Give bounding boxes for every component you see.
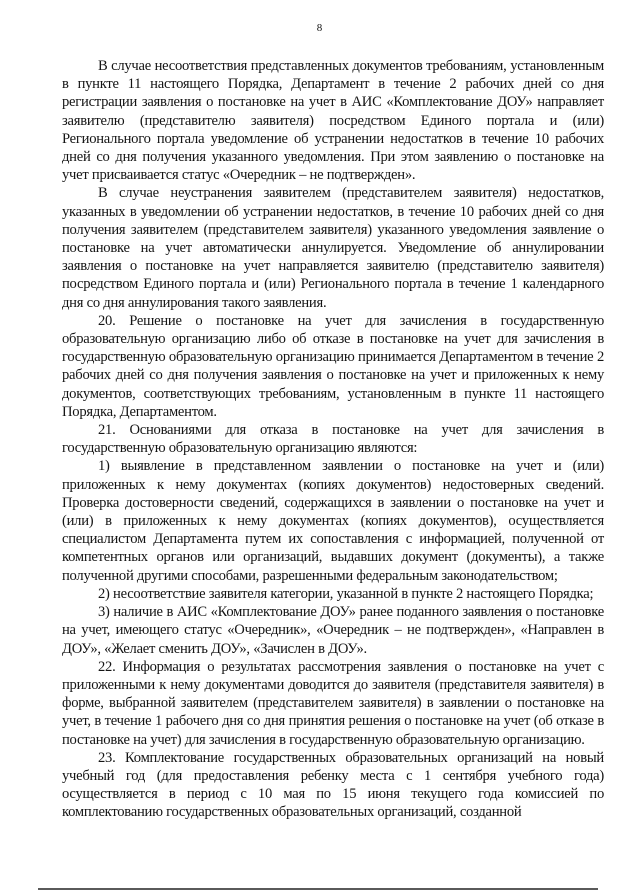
paragraph-item-20: 20. Решение о постановке на учет для зачисления в государственную образовательную организацию либо об отказе в постановке на учет для зачисления в государственную образовательную организацию принимается Департаментом в течение 2 рабочих дней со дня получения заявления о постановке на учет и приложенных к нему документов, соответствующих требованиям, установленным в пункте 11 настоящего Порядка, Департаментом. — [62, 312, 604, 420]
paragraph-item-22: 22. Информация о результатах рассмотрения заявления о постановке на учет с приложенными к нему документами доводится до заявителя (представителя заявителя) в форме, выбранной заявителем (представителем заявителя) в заявлении о постановке на учет, в течение 1 рабочего дня со дня принятия решения о постановке на учет (об отказе в постановке на учет) для зачисления в государственную образовательную организацию. — [62, 658, 604, 748]
paragraph-item-23: 23. Комплектование государственных образовательных организаций на новый учебный год (для предоставления ребенку места с 1 сентября учебного года) осуществляется в период с 10 мая по 15 июня текущего года комиссией по комплектованию государственных образовательных организаций, созданной — [62, 749, 604, 821]
paragraph-reason-3: 3) наличие в АИС «Комплектование ДОУ» ранее поданного заявления о постановке на учет, имеющего статус «Очередник», «Очередник – не подтвержден», «Направлен в ДОУ», «Желает сменить ДОУ», «Зачислен в ДОУ». — [62, 604, 604, 657]
paragraph-reason-1: 1) выявление в представленном заявлении о постановке на учет и (или) приложенных к нему документах (копиях документов) недостоверных сведений. Проверка достоверности сведений, содержащихся в заявлении о постановке на учет и (или) в приложенных к нему документах (копиях документов), осуществляется специалистом Департамента путем их сопоставления с информацией, полученной от компетентных органов или организаций, выдавших документ (документы), а также полученной другими способами, разрешенными федеральным законодательством; — [62, 458, 604, 584]
paragraph-reason-2: 2) несоответствие заявителя категории, указанной в пункте 2 настоящего Порядка; — [98, 585, 594, 602]
paragraph-mismatch-notice: В случае несоответствия представленных документов требованиям, установленным в пункте 11 настоящего Порядка, Департамент в течение 2 рабочих дней со дня регистрации заявления о постановке на учет в АИС «Комплектование ДОУ» направляет заявителю (представителю заявителя) посредством Единого портала и (или) Регионального портала уведомление об устранении недостатков в течение 10 рабочих дней со дня получения указанного уведомления. При этом заявлению о постановке на учет присваивается статус «Очередник – не подтвержден». — [62, 58, 604, 184]
page-number: 8 — [316, 22, 323, 34]
paragraph-annulment: В случае неустранения заявителем (представителем заявителя) недостатков, указанных в уведомлении об устранении недостатков, в течение 10 рабочих дней со дня получения заявителем (представителем заявителя) указанного уведомления заявление о постановке на учет автоматически аннулируется. Уведомление об аннулировании заявления о постановке на учет направляется заявителю (представителю заявителя) посредством Единого портала и (или) Регионального портала в течение 1 календарного дня со дня аннулирования такого заявления. — [62, 185, 604, 311]
paragraph-item-21: 21. Основаниями для отказа в постановке на учет для зачисления в государственную образовательную организацию являются: — [62, 422, 604, 457]
scan-bottom-edge — [38, 888, 598, 890]
document-body — [62, 57, 604, 822]
